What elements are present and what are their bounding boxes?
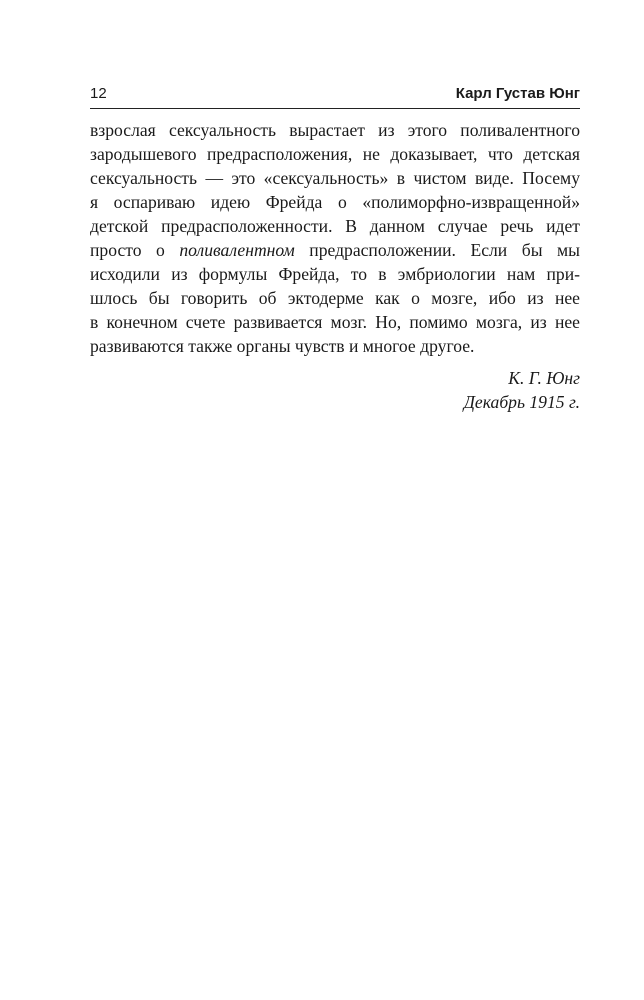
text-line: взрослая сексуальность вырастает из этого поливалентного — [90, 120, 580, 140]
emphasized-term: поливалентном — [179, 240, 295, 260]
running-head — [90, 84, 580, 106]
signature-date: Декабрь 1915 г. — [463, 392, 580, 412]
running-title: Карл Густав Юнг — [455, 85, 580, 102]
text-line: в конечном счете развивается мозг. Но, помимо мозга, из нее — [90, 312, 580, 332]
text-line: исходили из формулы Фрейда, то в эмбриологии нам при- — [90, 264, 580, 284]
text-line: шлось бы говорить об эктодерме как о мозге, ибо из нее — [90, 288, 580, 308]
signature-block — [464, 366, 580, 414]
text-line: сексуальность — это «сексуальность» в чистом виде. Посему — [90, 168, 580, 188]
page-number: 12 — [90, 85, 107, 102]
text-fragment: предрасположении. Если бы мы — [294, 240, 580, 260]
signature-author: К. Г. Юнг — [508, 368, 580, 388]
text-line: детской предрасположенности. В данном случае речь идет — [90, 216, 580, 236]
header-rule — [90, 108, 580, 109]
text-line: я оспариваю идею Фрейда о «полиморфно-извращенной» — [90, 192, 580, 212]
text-line — [90, 238, 580, 262]
text-line-last: развиваются также органы чувств и многое другое. — [90, 336, 475, 356]
text-line: зародышевого предрасположения, не доказывает, что детская — [90, 144, 580, 164]
text-fragment: просто о — [90, 240, 180, 260]
body-paragraph — [90, 118, 580, 358]
